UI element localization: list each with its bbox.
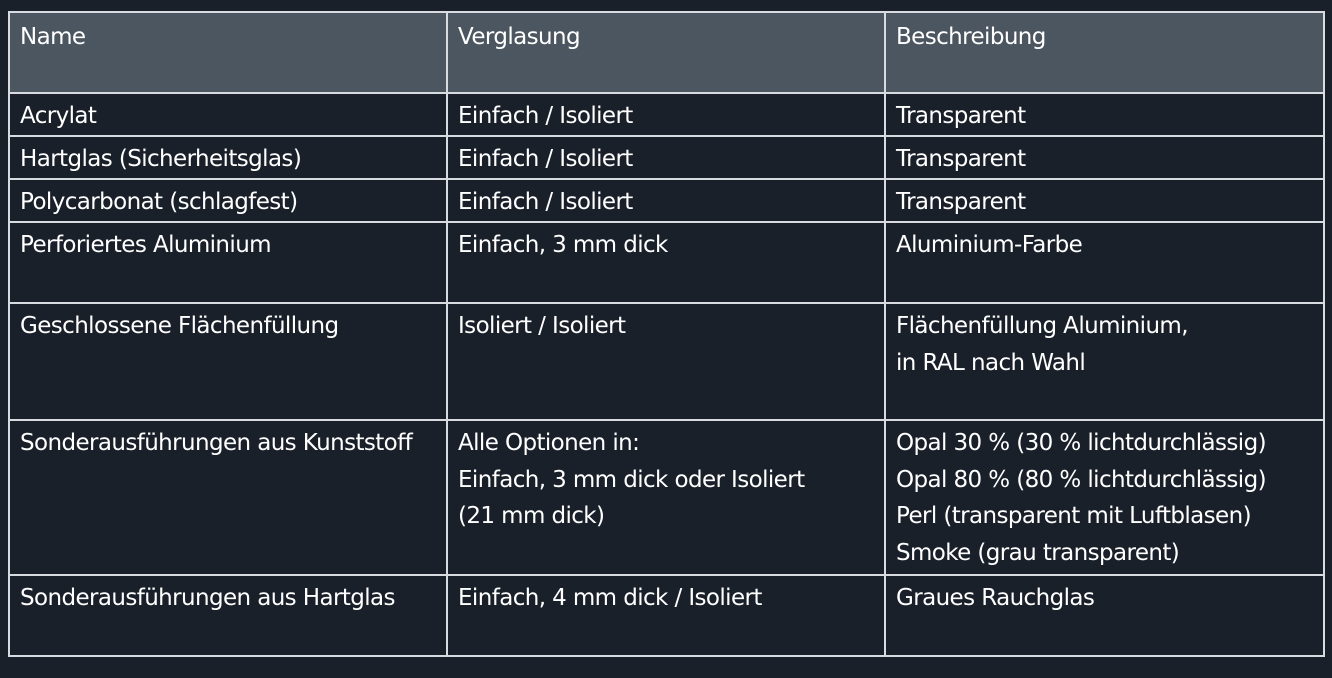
cell-beschreibung	[885, 222, 1324, 303]
cell-text-line: Hartglas (Sicherheitsglas)	[20, 146, 302, 172]
cell-text-line: Transparent	[896, 146, 1026, 172]
cell-text-line: Isoliert / Isoliert	[458, 313, 626, 339]
cell-beschreibung	[885, 420, 1324, 575]
cell-beschreibung	[885, 93, 1324, 136]
cell-name	[9, 575, 447, 656]
cell-text-line: Einfach, 3 mm dick oder Isoliert	[458, 466, 805, 493]
cell-text-line: Einfach, 4 mm dick / Isoliert	[458, 585, 762, 611]
glazing-options-table	[8, 11, 1325, 657]
table-body	[9, 93, 1324, 656]
cell-beschreibung	[885, 575, 1324, 656]
cell-text-line: (21 mm dick)	[458, 503, 605, 529]
header-row	[9, 12, 1324, 93]
cell-verglasung	[447, 136, 885, 179]
table-header	[9, 12, 1324, 93]
cell-beschreibung	[885, 136, 1324, 179]
cell-text-line: Einfach / Isoliert	[458, 103, 633, 129]
cell-text-line: Opal 30 % (30 % lichtdurchlässig)	[896, 430, 1266, 456]
cell-text-line: Alle Optionen in:	[458, 430, 640, 456]
cell-text-line: Transparent	[896, 189, 1026, 215]
column-header-name: Name	[9, 12, 447, 93]
cell-text-line: Einfach, 3 mm dick	[458, 232, 668, 258]
cell-text-line: Aluminium-Farbe	[896, 232, 1083, 258]
table-row	[9, 222, 1324, 303]
cell-text-line: in RAL nach Wahl	[896, 349, 1086, 376]
table-row	[9, 93, 1324, 136]
cell-text-line: Flächenfüllung Aluminium,	[896, 313, 1188, 339]
cell-text-line: Transparent	[896, 103, 1026, 129]
cell-verglasung	[447, 179, 885, 222]
cell-name	[9, 303, 447, 420]
cell-text-line: Einfach / Isoliert	[458, 189, 633, 215]
cell-text-line: Opal 80 % (80 % lichtdurchlässig)	[896, 466, 1266, 493]
glazing-table-container	[8, 11, 1323, 657]
cell-text-line: Sonderausführungen aus Kunststoff	[20, 430, 413, 456]
cell-text-line: Perforiertes Aluminium	[20, 232, 271, 258]
cell-beschreibung	[885, 179, 1324, 222]
cell-name	[9, 93, 447, 136]
cell-text-line: Perl (transparent mit Luftblasen)	[896, 503, 1251, 529]
cell-text-line: Acrylat	[20, 103, 97, 129]
table-row	[9, 179, 1324, 222]
cell-name	[9, 420, 447, 575]
column-header-beschreibung: Beschreibung	[885, 12, 1324, 93]
cell-verglasung	[447, 93, 885, 136]
cell-name	[9, 136, 447, 179]
cell-text-line: Graues Rauchglas	[896, 585, 1095, 611]
cell-verglasung	[447, 575, 885, 656]
cell-text-line: Geschlossene Flächenfüllung	[20, 313, 339, 339]
cell-text-line: Sonderausführungen aus Hartglas	[20, 585, 395, 611]
cell-name	[9, 179, 447, 222]
cell-text-line: Einfach / Isoliert	[458, 146, 633, 172]
cell-verglasung	[447, 303, 885, 420]
cell-verglasung	[447, 420, 885, 575]
table-row	[9, 575, 1324, 656]
column-header-verglasung: Verglasung	[447, 12, 885, 93]
cell-text-line: Smoke (grau transparent)	[896, 539, 1180, 566]
cell-name	[9, 222, 447, 303]
cell-beschreibung	[885, 303, 1324, 420]
cell-verglasung	[447, 222, 885, 303]
table-row	[9, 420, 1324, 575]
table-row	[9, 136, 1324, 179]
cell-text-line: Polycarbonat (schlagfest)	[20, 189, 298, 215]
table-row	[9, 303, 1324, 420]
